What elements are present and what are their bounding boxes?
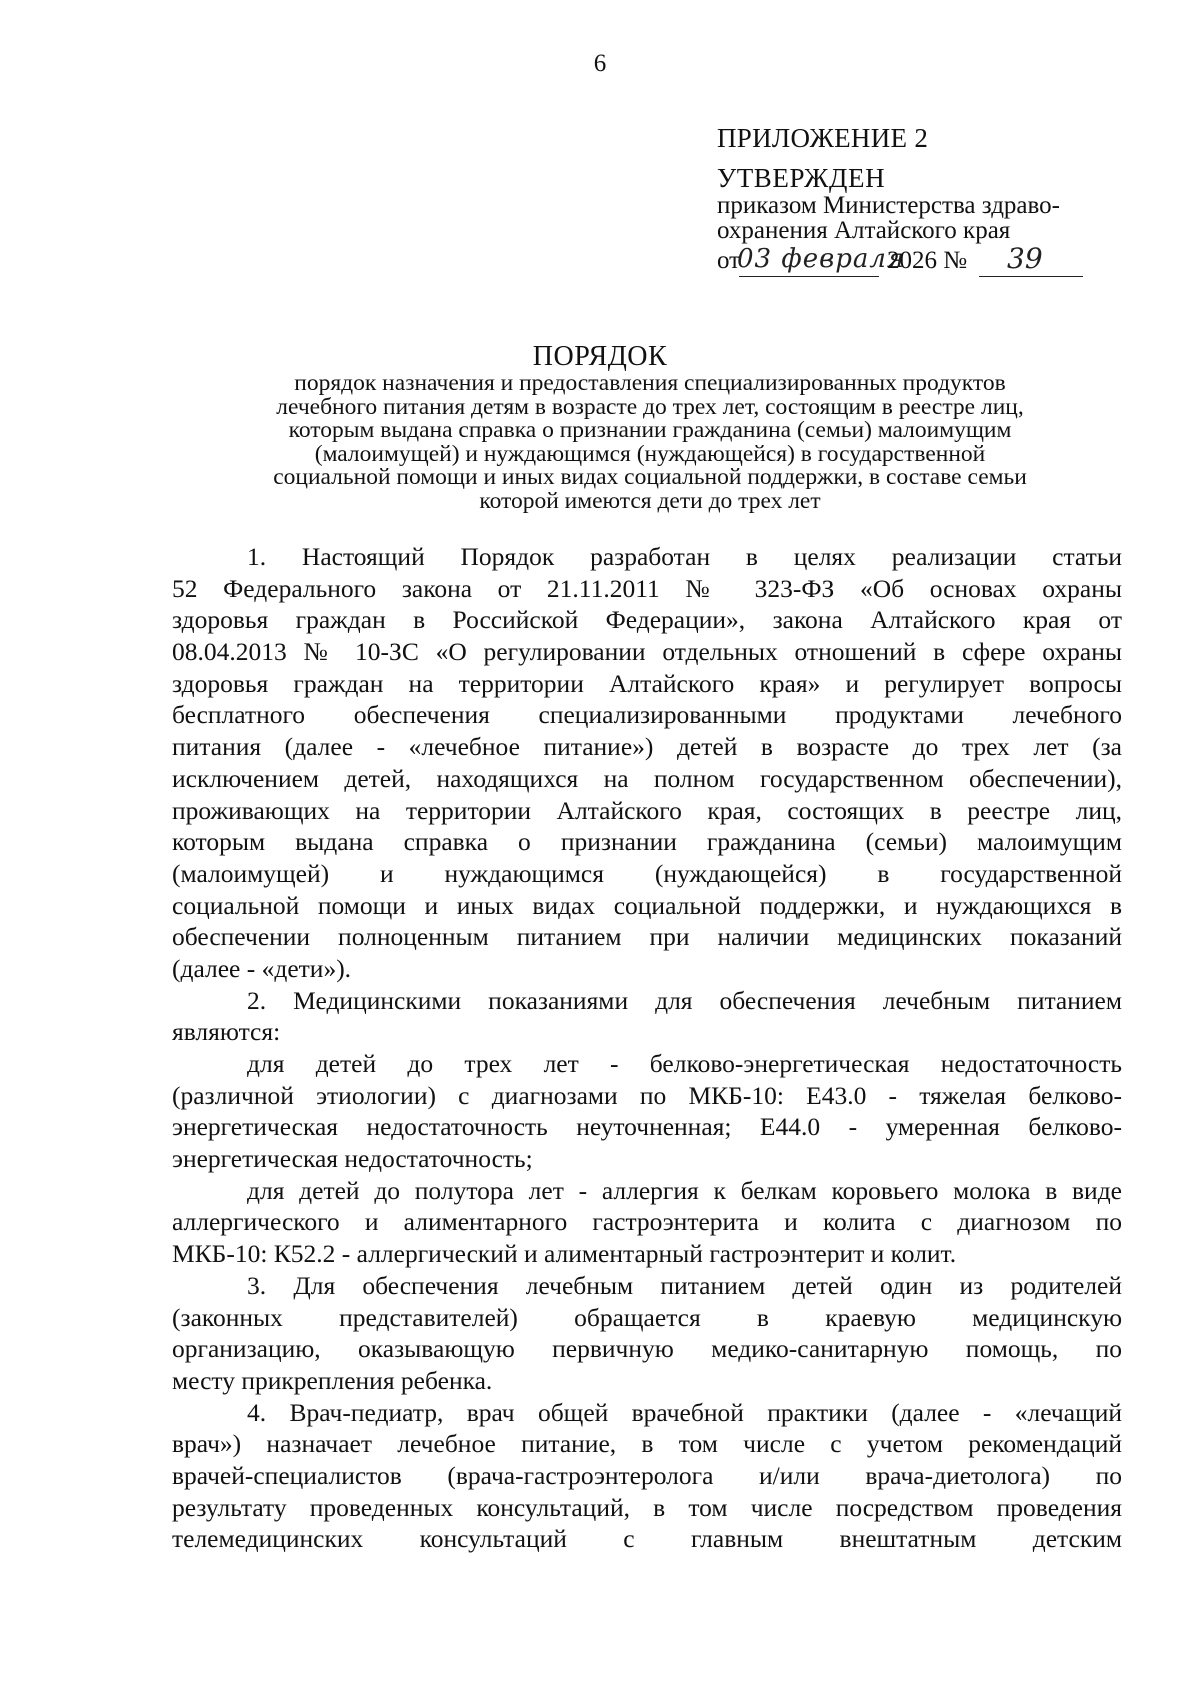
- body-text-line: 2. Медицинскими показаниями для обеспечения лечебным питанием: [247, 985, 1122, 1015]
- order-year-number-label: 2026 №: [887, 247, 968, 274]
- body-text-line: питания (далее - «лечебное питание») детей в возрасте до трех лет (за: [172, 732, 1122, 762]
- number-underline: [979, 276, 1083, 277]
- approval-block: [717, 163, 1107, 280]
- body-text-line: энергетическая недостаточность;: [172, 1144, 533, 1174]
- body-text-line: (законных представителей) обращается в краевую медицинскую: [172, 1302, 1122, 1332]
- body-text-line: являются:: [172, 1017, 281, 1047]
- approved-label: УТВЕРЖДЕН: [717, 163, 886, 193]
- body-text-line: врач») назначает лечебное питание, в том числе с учетом рекомендаций: [172, 1429, 1122, 1459]
- body-text-line: телемедицинских консультаций с главным внештатным детским: [172, 1524, 1122, 1554]
- body-text-line: проживающих на территории Алтайского края, состоящих в реестре лиц,: [172, 795, 1122, 825]
- document-body: [172, 541, 1122, 1555]
- body-text-line: здоровья граждан в Российской Федерации», закона Алтайского края от: [172, 605, 1122, 635]
- body-text-line: бесплатного обеспечения специализированными продуктами лечебного: [172, 700, 1122, 730]
- body-text-line: месту прикрепления ребенка.: [172, 1365, 493, 1395]
- body-text-line: которым выдана справка о признании гражданина (семьи) малоимущим: [172, 827, 1122, 857]
- body-text-line: для детей до трех лет - белково-энергетическая недостаточность: [247, 1049, 1122, 1078]
- handwritten-order-number: 39: [1007, 242, 1043, 275]
- subtitle-line: (малоимущей) и нуждающимся (нуждающейся) в государственной: [314, 440, 986, 467]
- subtitle-line: социальной помощи и иных видах социальной поддержки, в составе семьи: [273, 464, 1027, 490]
- subtitle-line: которой имеются дети до трех лет: [479, 487, 821, 514]
- document-title: ПОРЯДОК: [532, 341, 668, 372]
- body-text-line: организацию, оказывающую первичную медико-санитарную помощь, по: [172, 1334, 1122, 1364]
- subtitle-line: лечебного питания детям в возрасте до трех лет, состоящим в реестре лиц,: [276, 393, 1024, 420]
- body-text-line: (малоимущей) и нуждающимся (нуждающейся) в государственной: [172, 858, 1122, 888]
- body-text-line: результату проведенных консультаций, в том числе посредством проведения: [172, 1492, 1122, 1522]
- body-text-line: социальной помощи и иных видах социальной поддержки, и нуждающихся в: [172, 890, 1122, 920]
- order-issuer-line-1: приказом Министерства здраво-: [717, 192, 1060, 219]
- order-issuer-line-2: охранения Алтайского края: [717, 217, 1011, 244]
- date-prefix: от: [717, 247, 741, 274]
- body-text-line: 08.04.2013 № 10-ЗС «О регулировании отдельных отношений в сфере охраны: [172, 637, 1122, 667]
- body-text-line: 1. Настоящий Порядок разработан в целях реализации статьи: [247, 542, 1122, 571]
- body-text-line: врачей-специалистов (врача-гастроэнтеролога и/или врача-диетолога) по: [172, 1460, 1122, 1490]
- body-text-line: здоровья граждан на территории Алтайского края» и регулирует вопросы: [172, 668, 1122, 698]
- body-text-line: обеспечении полноценным питанием при наличии медицинских показаний: [172, 922, 1122, 952]
- body-text-line: исключением детей, находящихся на полном государственном обеспечении),: [172, 763, 1122, 793]
- subtitle-line: порядок назначения и предоставления специализированных продуктов: [294, 370, 1006, 396]
- body-text-line: аллергического и алиментарного гастроэнтерита и колита с диагнозом по: [172, 1207, 1122, 1237]
- page-number: 6: [593, 50, 607, 77]
- body-text-line: (различной этиологии) с диагнозами по МКБ-10: Е43.0 - тяжелая белково-: [172, 1080, 1122, 1110]
- body-text-line: энергетическая недостаточность неуточненная; Е44.0 - умеренная белково-: [172, 1112, 1122, 1142]
- body-text-line: 52 Федерального закона от 21.11.2011 № 323-ФЗ «Об основах охраны: [172, 573, 1122, 603]
- document-subtitle: [180, 372, 1120, 513]
- body-text-line: для детей до полутора лет - аллергия к белкам коровьего молока в виде: [247, 1175, 1122, 1205]
- body-text-line: (далее - «дети»).: [172, 953, 352, 983]
- order-date-number-line: [717, 242, 1107, 280]
- body-text-line: 4. Врач-педиатр, врач общей врачебной практики (далее - «лечащий: [247, 1397, 1122, 1427]
- body-text-line: 3. Для обеспечения лечебным питанием детей один из родителей: [247, 1270, 1122, 1300]
- date-underline: [739, 276, 879, 277]
- handwritten-date: 03 февраля: [737, 244, 906, 274]
- appendix-label: ПРИЛОЖЕНИЕ 2: [717, 123, 929, 153]
- body-text-line: МКБ-10: К52.2 - аллергический и алиментарный гастроэнтерит и колит.: [172, 1239, 957, 1269]
- subtitle-line: которым выдана справка о признании гражданина (семьи) малоимущим: [288, 417, 1012, 443]
